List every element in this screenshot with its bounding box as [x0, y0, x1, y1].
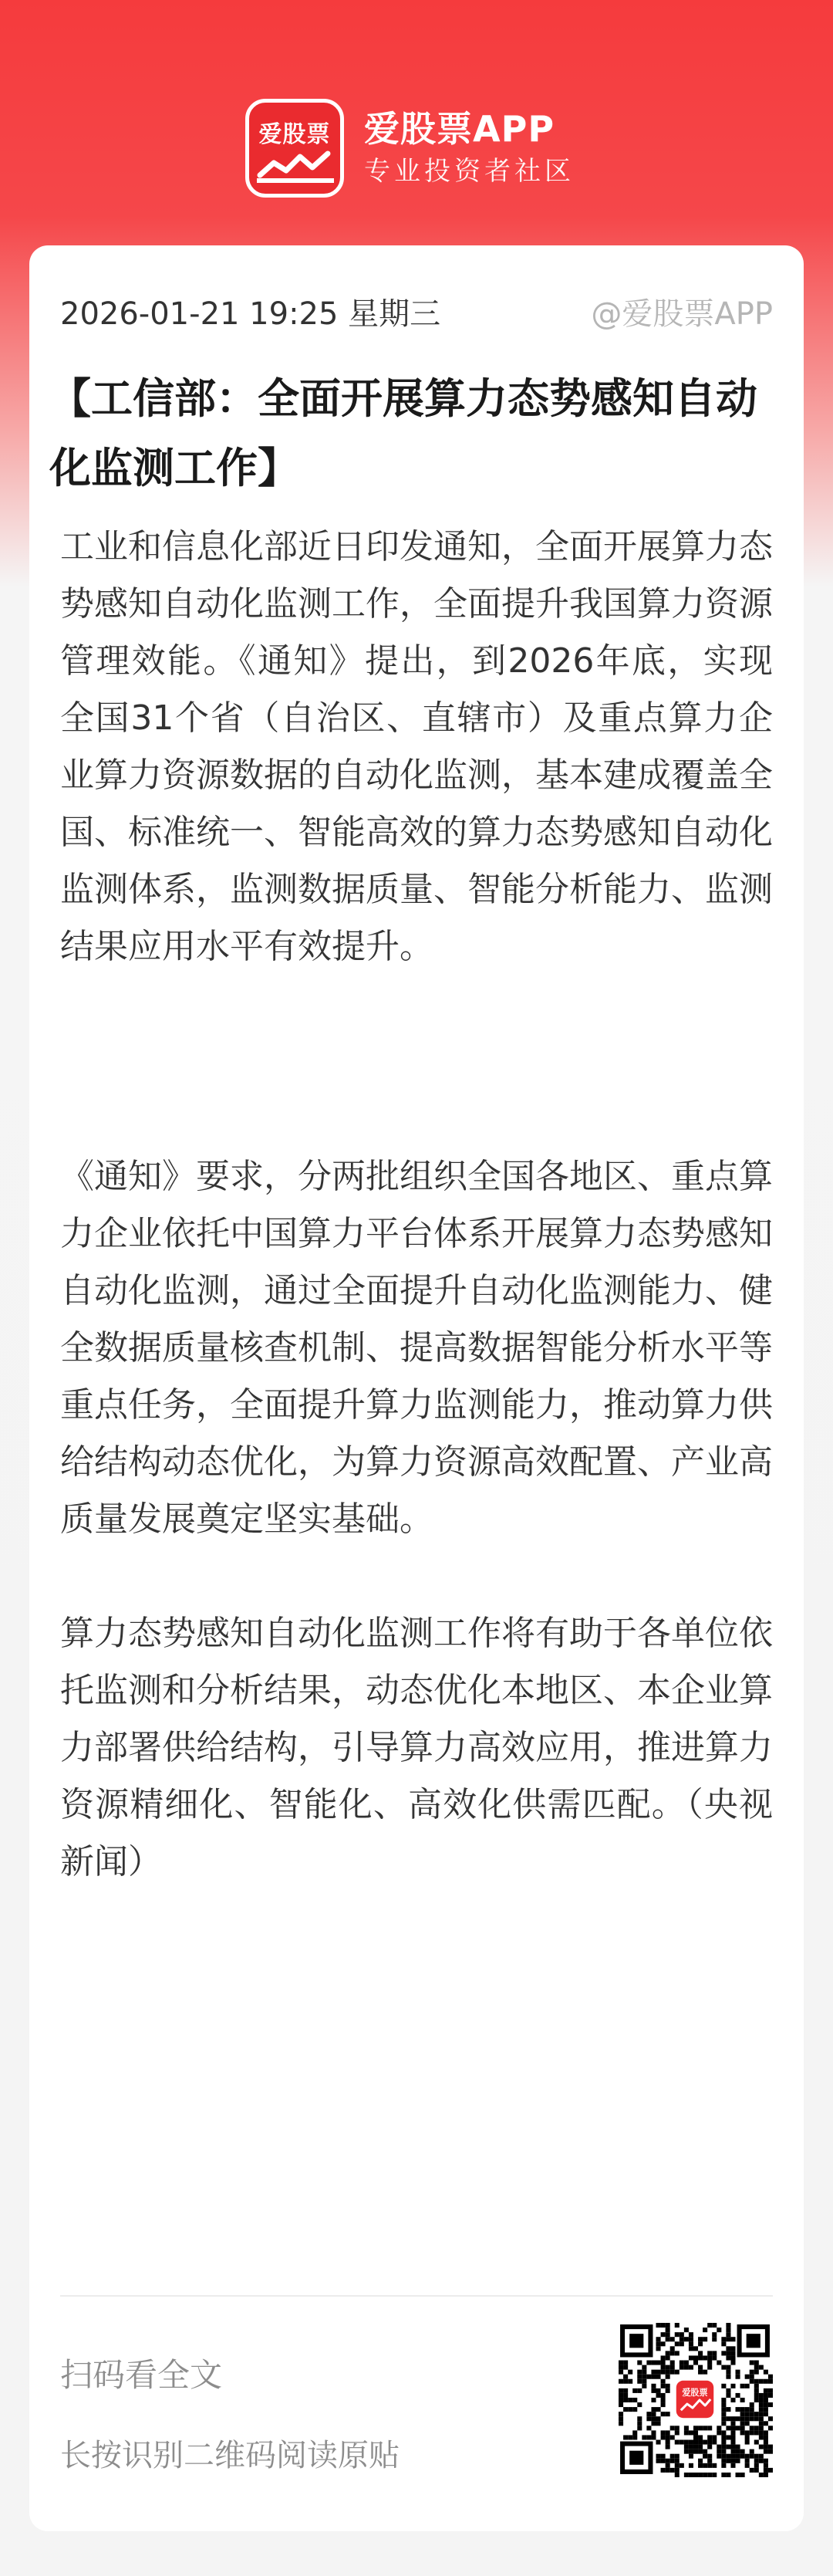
post-datetime: 2026-01-21 19:25 星期三: [60, 296, 441, 332]
scan-label: 扫码看全文: [60, 2356, 223, 2394]
article-paragraph: 《通知》要求，分两批组织全国各地区、重点算力企业依托中国算力平台体系开展算力态势感知自动化监测，通过全面提升自动化监测能力、健全数据质量核查机制、提高数据智能分析水平等重点任务，全面提升算力监测能力，推动算力供给结构动态优化，为算力资源高效配置、产业高质量发展奠定坚实基础。: [60, 1157, 773, 1539]
article-paragraph: 工业和信息化部近日印发通知，全面开展算力态势感知自动化监测工作，全面提升我国算力资源管理效能。《通知》提出，到2026年底，实现全国31个省（自治区、直辖市）及重点算力企业算力资源数据的自动化监测，基本建成覆盖全国、标准统一、智能高效的算力态势感知自动化监测体系，监测数据质量、智能分析能力、监测结果应用水平有效提升。: [60, 527, 773, 966]
brand-block: [364, 106, 575, 191]
qr-logo: [676, 2381, 713, 2418]
paragraph-spacer: [60, 1548, 773, 1605]
chart-line-icon: [257, 146, 334, 183]
footer-text: [60, 2352, 400, 2477]
qr-code[interactable]: [617, 2321, 773, 2477]
article-card: [29, 245, 804, 2531]
app-logo-text: 爱股票: [258, 121, 331, 148]
app-header: [245, 99, 575, 198]
long-press-label: 长按识别二维码阅读原贴: [60, 2438, 400, 2473]
article-body: [60, 519, 773, 1891]
paragraph-spacer: [60, 975, 773, 1148]
qr-logo-text: 爱股票: [682, 2387, 708, 2398]
app-name: 爱股票APP: [364, 108, 555, 150]
post-source: @爱股票APP: [591, 296, 773, 332]
article-paragraph: 算力态势感知自动化监测工作将有助于各单位依托监测和分析结果，动态优化本地区、本企业算力部署供给结构，引导算力高效应用，推进算力资源精细化、智能化、高效化供需匹配。（央视新闻）: [60, 1614, 773, 1881]
article-title: 【工信部：全面开展算力态势感知自动化监测工作】: [49, 374, 757, 492]
app-logo: [245, 99, 344, 198]
article-meta: [60, 292, 773, 330]
app-slogan: 专业投资者社区: [364, 156, 575, 187]
footer-divider: [60, 2295, 773, 2297]
